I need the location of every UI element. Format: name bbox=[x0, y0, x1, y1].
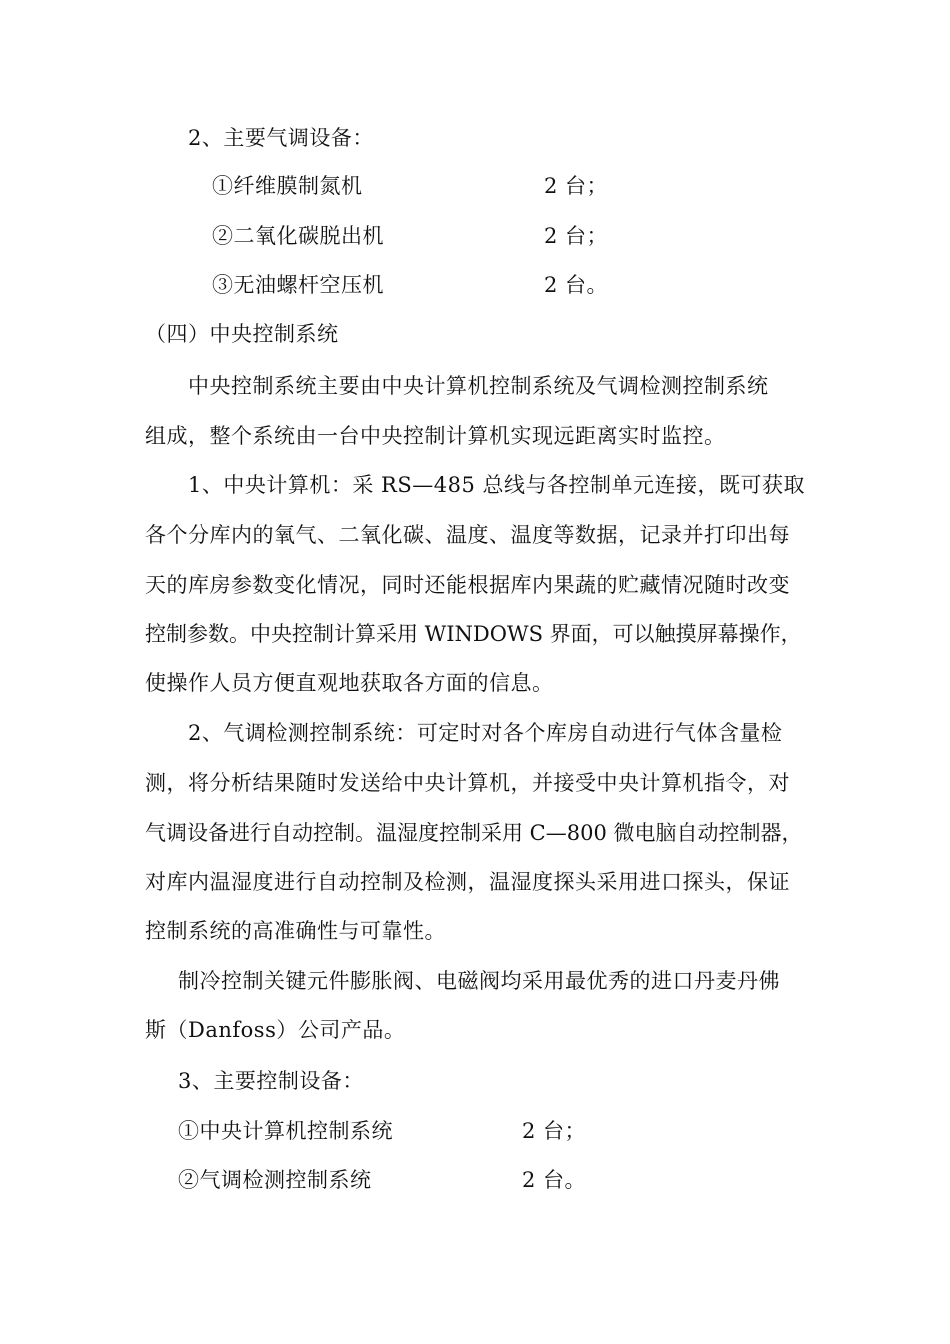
control-item-2-qty: 2 台。 bbox=[522, 1168, 587, 1192]
refrigeration-line-2: 斯（Danfoss）公司产品。 bbox=[145, 1018, 406, 1042]
computer-line-2: 各个分库内的氧气、二氧化碳、温度、温度等数据，记录并打印出每 bbox=[145, 523, 790, 547]
section-3-heading: 3、主要控制设备： bbox=[178, 1069, 364, 1093]
equipment-item-3-qty: 2 台。 bbox=[544, 273, 609, 297]
equipment-item-2-name: ②二氧化碳脱出机 bbox=[212, 224, 384, 248]
computer-line-4: 控制参数。中央控制计算采用 WINDOWS 界面，可以触摸屏幕操作， bbox=[145, 622, 802, 646]
detection-line-2: 测，将分析结果随时发送给中央计算机，并接受中央计算机指令，对 bbox=[145, 771, 790, 795]
intro-line-2: 组成，整个系统由一台中央控制计算机实现远距离实时监控。 bbox=[145, 424, 726, 448]
computer-line-3: 天的库房参数变化情况，同时还能根据库内果蔬的贮藏情况随时改变 bbox=[145, 573, 790, 597]
equipment-item-1-name: ①纤维膜制氮机 bbox=[212, 174, 363, 198]
intro-line-1: 中央控制系统主要由中央计算机控制系统及气调检测控制系统 bbox=[188, 374, 769, 398]
refrigeration-line-1: 制冷控制关键元件膨胀阀、电磁阀均采用最优秀的进口丹麦丹佛 bbox=[178, 969, 780, 993]
control-item-2-name: ②气调检测控制系统 bbox=[178, 1168, 372, 1192]
section-2-heading: 2、主要气调设备： bbox=[188, 126, 374, 150]
control-item-1-qty: 2 台； bbox=[522, 1119, 587, 1143]
control-item-1-name: ①中央计算机控制系统 bbox=[178, 1119, 393, 1143]
detection-line-5: 控制系统的高准确性与可靠性。 bbox=[145, 919, 446, 943]
equipment-item-3-name: ③无油螺杆空压机 bbox=[212, 273, 384, 297]
detection-line-1: 2、气调检测控制系统：可定时对各个库房自动进行气体含量检 bbox=[188, 721, 783, 745]
equipment-item-2-qty: 2 台； bbox=[544, 224, 609, 248]
equipment-item-1-qty: 2 台； bbox=[544, 174, 609, 198]
computer-line-5: 使操作人员方便直观地获取各方面的信息。 bbox=[145, 671, 554, 695]
section-4-heading: （四）中央控制系统 bbox=[145, 322, 339, 346]
detection-line-3: 气调设备进行自动控制。温湿度控制采用 C—800 微电脑自动控制器， bbox=[145, 821, 803, 845]
computer-line-1: 1、中央计算机：采 RS—485 总线与各控制单元连接，既可获取 bbox=[188, 473, 805, 497]
detection-line-4: 对库内温湿度进行自动控制及检测，温湿度探头采用进口探头，保证 bbox=[145, 870, 790, 894]
